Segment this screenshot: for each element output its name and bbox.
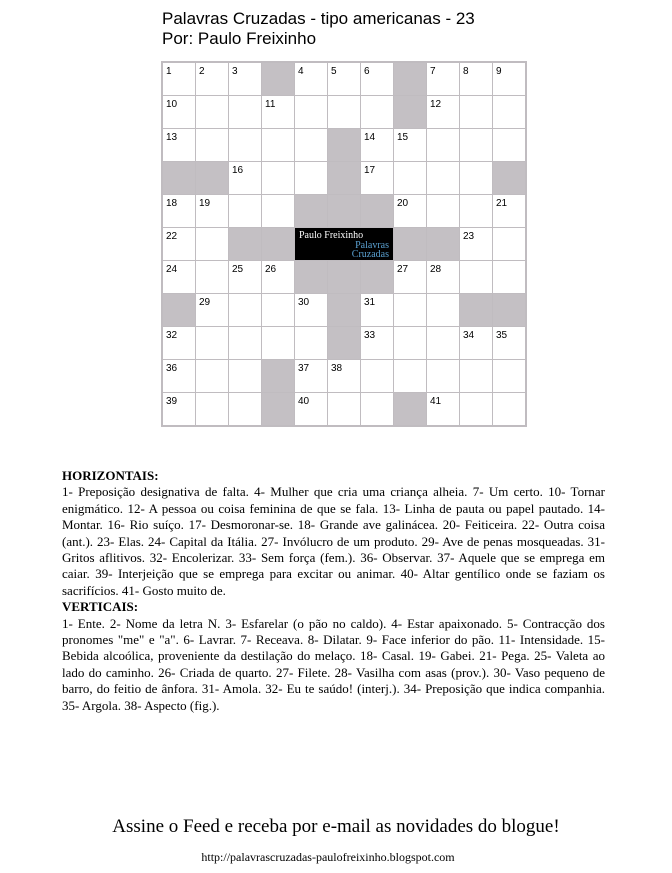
grid-cell[interactable]: [361, 129, 394, 162]
black-cell: [328, 195, 361, 228]
grid-row: [162, 294, 526, 327]
cell-number: 10: [166, 99, 178, 110]
grid-cell[interactable]: [229, 327, 262, 360]
grid-cell[interactable]: [162, 96, 196, 129]
cell-number: 24: [166, 264, 178, 275]
black-cell: [328, 129, 361, 162]
cell-number: 12: [430, 99, 442, 110]
black-cell: [328, 327, 361, 360]
cell-number: 17: [364, 165, 376, 176]
cell-number: 38: [331, 363, 343, 374]
logo-line: Paulo Freixinho: [299, 230, 364, 241]
cell-number: 11: [265, 99, 276, 110]
cell-number: 4: [298, 66, 304, 77]
cell-number: 35: [496, 330, 508, 341]
grid-cell[interactable]: [229, 261, 262, 294]
grid-cell[interactable]: [493, 393, 527, 427]
clues-section: [62, 468, 605, 714]
grid-cell[interactable]: [295, 129, 328, 162]
grid-cell[interactable]: [262, 96, 295, 129]
cell-number: 37: [298, 363, 310, 374]
black-cell: [262, 228, 295, 261]
cell-number: 5: [331, 66, 337, 77]
grid-row: [162, 327, 526, 360]
grid-cell[interactable]: [262, 162, 295, 195]
cell-number: 26: [265, 264, 277, 275]
grid-cell[interactable]: [394, 129, 427, 162]
grid-cell[interactable]: [493, 96, 527, 129]
grid-cell[interactable]: [295, 327, 328, 360]
grid-cell[interactable]: [196, 129, 229, 162]
black-cell: [295, 261, 328, 294]
black-cell: [361, 195, 394, 228]
grid-cell[interactable]: [229, 393, 262, 427]
grid-cell[interactable]: [460, 195, 493, 228]
grid-cell[interactable]: [295, 162, 328, 195]
grid-cell[interactable]: [493, 129, 527, 162]
author-line: Por: Paulo Freixinho: [162, 29, 317, 48]
blog-url: http://palavrascruzadas-paulofreixinho.blogspot.com: [201, 850, 455, 864]
cell-number: 29: [199, 297, 211, 308]
grid-cell[interactable]: [460, 62, 493, 96]
cell-number: 3: [232, 66, 238, 77]
grid-cell[interactable]: [162, 195, 196, 228]
grid-cell[interactable]: [361, 327, 394, 360]
grid-cell[interactable]: [196, 62, 229, 96]
cell-number: 16: [232, 165, 244, 176]
grid-cell[interactable]: [295, 294, 328, 327]
cell-number: 28: [430, 264, 442, 275]
grid-row: [162, 261, 526, 294]
grid-cell[interactable]: [229, 62, 262, 96]
grid-cell[interactable]: [196, 294, 229, 327]
grid-row: [162, 96, 526, 129]
grid-cell[interactable]: [427, 261, 460, 294]
grid-cell[interactable]: [328, 360, 361, 393]
black-cell: [394, 393, 427, 427]
cell-number: 7: [430, 66, 436, 77]
grid-row: [162, 393, 526, 427]
grid-cell[interactable]: [162, 228, 196, 261]
grid-cell[interactable]: [493, 360, 527, 393]
grid-cell[interactable]: [493, 228, 527, 261]
grid-cell[interactable]: [229, 129, 262, 162]
grid-cell[interactable]: [262, 327, 295, 360]
black-cell: [394, 62, 427, 96]
black-cell: [394, 228, 427, 261]
cell-number: 25: [232, 264, 244, 275]
cell-number: 33: [364, 330, 376, 341]
cell-number: 30: [298, 297, 310, 308]
cell-number: 1: [166, 66, 172, 77]
grid-cell[interactable]: [229, 360, 262, 393]
grid-row: [162, 162, 526, 195]
grid-cell[interactable]: [394, 294, 427, 327]
grid-cell[interactable]: [427, 393, 460, 427]
logo-line: Cruzadas: [351, 249, 389, 260]
grid-cell[interactable]: [493, 62, 527, 96]
cell-number: 41: [430, 396, 442, 407]
grid-cell[interactable]: [361, 96, 394, 129]
grid-cell[interactable]: [262, 129, 295, 162]
feed-subscribe-text: Assine o Feed e receba por e-mail as novidades do blogue!: [112, 816, 560, 837]
grid-row: [162, 129, 526, 162]
black-cell: [328, 162, 361, 195]
cell-number: 19: [199, 198, 211, 209]
cell-number: 40: [298, 396, 310, 407]
cell-number: 21: [496, 198, 508, 209]
grid-cell[interactable]: [460, 129, 493, 162]
cell-number: 31: [364, 297, 376, 308]
grid-cell[interactable]: [394, 162, 427, 195]
cell-number: 13: [166, 132, 178, 143]
grid-cell[interactable]: [394, 327, 427, 360]
black-cell: [460, 294, 493, 327]
grid-cell[interactable]: [460, 96, 493, 129]
grid-cell[interactable]: [196, 96, 229, 129]
grid-cell[interactable]: [162, 393, 196, 427]
grid-cell[interactable]: [394, 360, 427, 393]
cell-number: 32: [166, 330, 178, 341]
black-cell: [361, 261, 394, 294]
black-cell: [229, 228, 262, 261]
grid-cell[interactable]: [427, 195, 460, 228]
grid-cell[interactable]: [361, 294, 394, 327]
grid-cell[interactable]: [162, 327, 196, 360]
horizontal-clues: 1- Preposição designativa de falta. 4- Mulher que cria uma criança alheia. 7- Um certo. 10- Tornar enigmático. 12- A pessoa ou coisa feminina de que se fala. 13- Linha de pauta ou papel pautado. 14- Montar. 16- Rio suíço. 17- Desmoronar-se. 18- Grande ave galinácea. 20- Feiticeira. 22- Outra coisa (ant.). 23- Elas. 24- Capital da Itália. 27- Invólucro de um produto. 29- Ave de penas mosqueadas. 31- Gritos aflitivos. 32- Encolerizar. 33- Sem força (fem.). 36- Observar. 37- Aquele que se emprega em caiar. 39- Interjeição que se emprega para excitar ou animar. 40- Altar gentílico onde se faziam os sacrifícios. 41- Gosto muito de.: [62, 484, 605, 598]
cell-number: 6: [364, 66, 370, 77]
title-line: Palavras Cruzadas - tipo americanas - 23: [162, 9, 475, 28]
puzzle-title: [162, 9, 475, 49]
cell-number: 27: [397, 264, 409, 275]
grid-cell[interactable]: [493, 261, 527, 294]
grid-cell[interactable]: [162, 360, 196, 393]
grid-row: [162, 360, 526, 393]
grid-cell[interactable]: [427, 294, 460, 327]
black-cell: [162, 162, 196, 195]
grid-cell[interactable]: [361, 393, 394, 427]
grid-cell[interactable]: [295, 393, 328, 427]
black-cell: [427, 228, 460, 261]
grid-cell[interactable]: [394, 261, 427, 294]
grid-cell[interactable]: [460, 327, 493, 360]
black-cell: [162, 294, 196, 327]
black-cell: [262, 62, 295, 96]
black-cell: [262, 360, 295, 393]
logo-line: Palavras: [355, 240, 389, 251]
grid-cell[interactable]: [196, 327, 229, 360]
grid-cell[interactable]: [229, 162, 262, 195]
grid-cell[interactable]: [460, 393, 493, 427]
grid-cell[interactable]: [427, 62, 460, 96]
grid-cell[interactable]: [328, 96, 361, 129]
grid-row: [162, 228, 526, 261]
black-cell: [493, 294, 527, 327]
grid-cell[interactable]: [460, 261, 493, 294]
grid-row: [162, 195, 526, 228]
black-cell: [493, 162, 527, 195]
vertical-heading: VERTICAIS:: [62, 599, 139, 615]
grid-cell[interactable]: [196, 261, 229, 294]
grid-cell[interactable]: [162, 261, 196, 294]
grid-cell[interactable]: [162, 129, 196, 162]
cell-number: 18: [166, 198, 178, 209]
grid-cell[interactable]: [162, 62, 196, 96]
grid-cell[interactable]: [427, 327, 460, 360]
grid-cell[interactable]: [229, 96, 262, 129]
grid-cell[interactable]: [295, 360, 328, 393]
cell-number: 39: [166, 396, 178, 407]
grid-cell[interactable]: [262, 195, 295, 228]
grid-cell[interactable]: [460, 162, 493, 195]
black-cell: [295, 195, 328, 228]
grid-cell[interactable]: [427, 96, 460, 129]
vertical-clues: 1- Ente. 2- Nome da letra N. 3- Esfarelar (o pão no caldo). 4- Estar apaixonado. 5- Contracção dos pronomes "me" e "a". 6- Lavrar. 7- Receava. 8- Dilatar. 9- Face inferior do pão. 11- Intensidade. 15- Bebida alcoólica, proveniente da destilação do melaço. 18- Casal. 19- Gabei. 21- Pega. 25- Valeta ao lado do caminho. 26- Criada de quarto. 27- Filete. 28- Vasilha com asas (prov.). 30- Vaso pequeno de barro, do feitio de ânfora. 31- Amola. 32- Eu te saúdo! (interj.). 34- Preposição que indica companhia. 35- Argola. 38- Aspecto (fig.).: [62, 615, 605, 713]
grid-cell[interactable]: [262, 261, 295, 294]
grid-cell[interactable]: [460, 228, 493, 261]
grid-cell[interactable]: [427, 162, 460, 195]
grid-cell[interactable]: [394, 195, 427, 228]
cell-number: 20: [397, 198, 409, 209]
grid-cell[interactable]: [493, 327, 527, 360]
black-cell: [394, 96, 427, 129]
grid-cell[interactable]: [196, 393, 229, 427]
cell-number: 36: [166, 363, 178, 374]
black-cell: [328, 294, 361, 327]
cell-number: 8: [463, 66, 469, 77]
cell-number: 14: [364, 132, 376, 143]
logo-cell: [295, 228, 394, 261]
grid-cell[interactable]: [460, 360, 493, 393]
grid-cell[interactable]: [196, 228, 229, 261]
grid-cell[interactable]: [229, 195, 262, 228]
grid-cell[interactable]: [262, 294, 295, 327]
cell-number: 34: [463, 330, 475, 341]
grid-cell[interactable]: [427, 360, 460, 393]
grid-cell[interactable]: [493, 195, 527, 228]
grid-cell[interactable]: [427, 129, 460, 162]
grid-cell[interactable]: [295, 96, 328, 129]
black-cell: [328, 261, 361, 294]
grid-cell[interactable]: [295, 62, 328, 96]
grid-cell[interactable]: [361, 360, 394, 393]
grid-cell[interactable]: [328, 62, 361, 96]
cell-number: 9: [496, 66, 502, 77]
black-cell: [196, 162, 229, 195]
cell-number: 2: [199, 66, 205, 77]
grid-cell[interactable]: [328, 393, 361, 427]
horizontal-heading: HORIZONTAIS:: [62, 468, 159, 483]
cell-number: 23: [463, 231, 475, 242]
grid-cell[interactable]: [196, 360, 229, 393]
grid-cell[interactable]: [361, 62, 394, 96]
crossword-grid: [161, 61, 527, 427]
cell-number: 15: [397, 132, 409, 143]
grid-cell[interactable]: [361, 162, 394, 195]
grid-row: [162, 62, 526, 96]
grid-cell[interactable]: [229, 294, 262, 327]
black-cell: [262, 393, 295, 427]
grid-cell[interactable]: [196, 195, 229, 228]
cell-number: 22: [166, 231, 178, 242]
